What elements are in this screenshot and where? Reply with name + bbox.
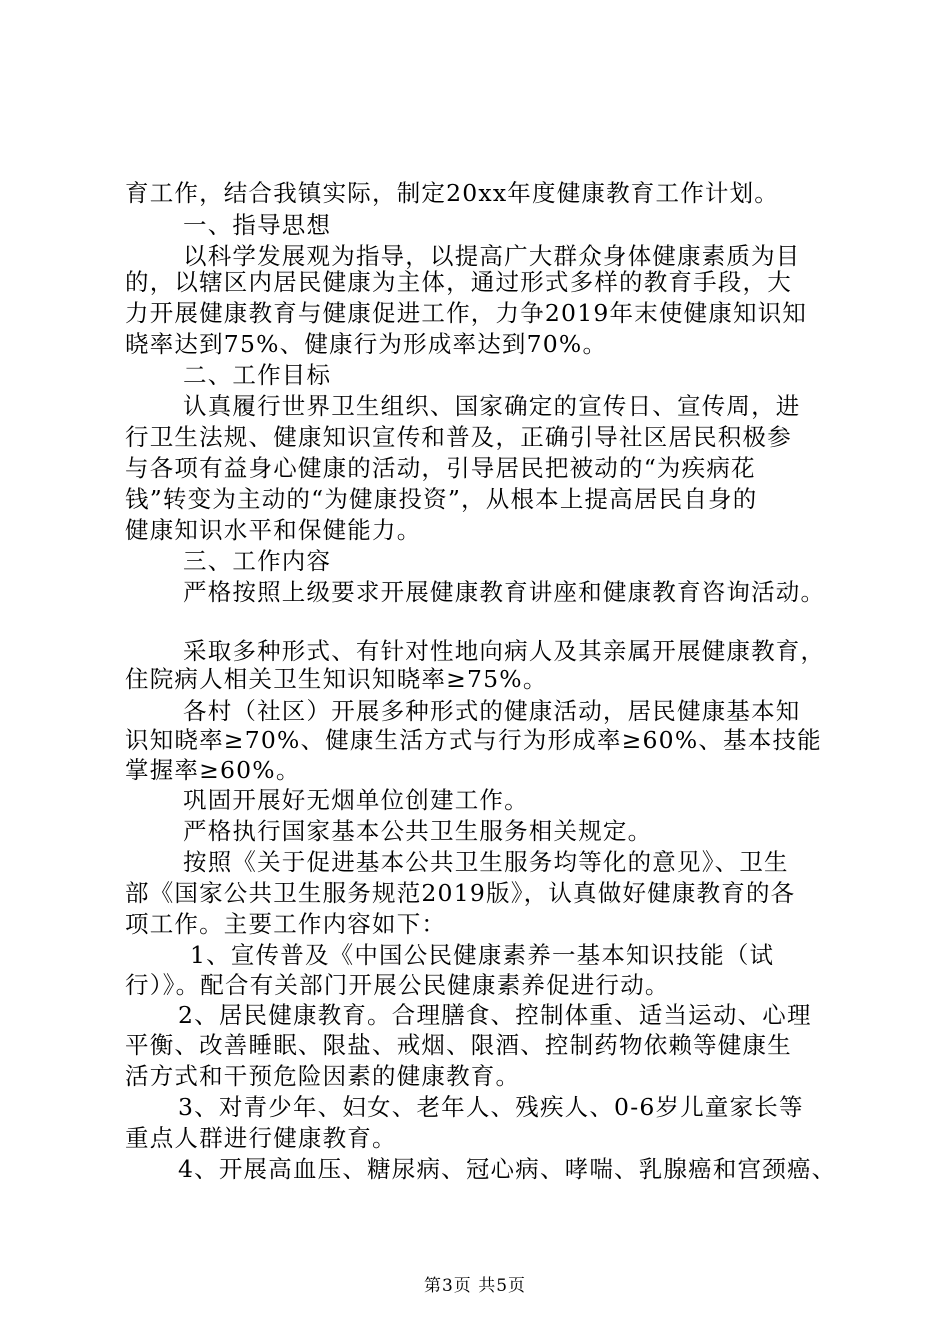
body-text-line: 识知晓率≥70%、健康生活方式与行为形成率≥60%、基本技能 [125,726,822,754]
list-item-line: 平衡、改善睡眠、限盐、戒烟、限酒、控制药物依赖等健康生 [125,1031,792,1059]
body-text-line: 育工作，结合我镇实际，制定20xx年度健康教育工作计划。 [125,179,780,207]
list-item-line: 2、居民健康教育。合理膳食、控制体重、适当运动、心理 [178,1001,812,1029]
body-text-line: 钱”转变为主动的“为健康投资”，从根本上提高居民自身的 [125,485,758,513]
body-text-line: 部《国家公共卫生服务规范2019版》，认真做好健康教育的各 [125,879,796,907]
section-heading: 三、工作内容 [183,547,332,575]
list-item-line: 活方式和干预危险因素的健康教育。 [125,1062,521,1090]
body-text-line: 健康知识水平和保健能力。 [125,516,422,544]
body-text-line: 严格按照上级要求开展健康教育讲座和健康教育咨询活动。 [183,578,826,606]
body-text-line: 晓率达到75%、健康行为形成率达到70%。 [125,330,608,358]
body-text-line: 的，以辖区内居民健康为主体，通过形式多样的教育手段，大 [125,268,792,296]
body-text-line: 掌握率≥60%。 [125,756,301,784]
body-text-line: 采取多种形式、有针对性地向病人及其亲属开展健康教育， [183,637,826,665]
list-item-line: 3、对青少年、妇女、老年人、残疾人、0-6岁儿童家长等 [178,1093,804,1121]
body-text-line: 以科学发展观为指导，以提高广大群众身体健康素质为目 [183,242,801,270]
section-heading: 一、指导思想 [183,211,332,239]
section-heading: 二、工作目标 [183,361,332,389]
body-text-line: 巩固开展好无烟单位创建工作。 [183,786,529,814]
list-item-line: 行）》。配合有关部门开展公民健康素养促进行动。 [125,971,670,999]
body-text-line: 按照《关于促进基本公共卫生服务均等化的意见》、卫生 [183,848,789,876]
body-text-line: 严格执行国家基本公共卫生服务相关规定。 [183,817,653,845]
body-text-line: 与各项有益身心健康的活动，引导居民把被动的“为疾病花 [125,454,756,482]
body-text-line: 力开展健康教育与健康促进工作，力争2019年末使健康知识知 [125,299,808,327]
body-text-line: 认真履行世界卫生组织、国家确定的宣传日、宣传周，进 [183,392,801,420]
list-item-line: 4、开展高血压、糖尿病、冠心病、哮喘、乳腺癌和宫颈癌、 [178,1155,837,1183]
list-item-line: 重点人群进行健康教育。 [125,1124,397,1152]
body-text-line: 项工作。主要工作内容如下： [125,910,447,938]
body-text-line: 行卫生法规、健康知识宣传和普及，正确引导社区居民积极参 [125,423,792,451]
body-text-line: 各村（社区）开展多种形式的健康活动，居民健康基本知 [183,697,801,725]
page-footer: 第3页 共5页 [423,1276,527,1296]
list-item-line: 1、宣传普及《中国公民健康素养一基本知识技能（试 [190,941,775,969]
body-text-line: 住院病人相关卫生知识知晓率≥75%。 [125,665,548,693]
